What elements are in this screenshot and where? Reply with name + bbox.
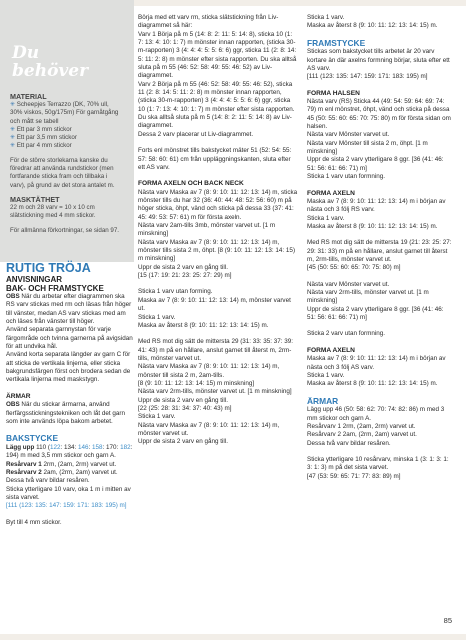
instruction-line: Maska av återst 8 (9: 10: 11: 12: 13: 14: 15) m. <box>307 223 438 231</box>
gauge-text: 22 m och 28 varv = 10 x 10 cm slätstickning med 4 mm stickor. <box>10 203 96 220</box>
column-1 <box>6 262 134 527</box>
instruction-line: Sticka 1 varv. <box>307 372 345 379</box>
material-heading: MATERIAL <box>10 92 47 101</box>
row-2-instructions: Varv 2 Börja på m 55 (46: 52: 58: 49: 55: 46: 52), sticka 11 (2: 8: 14: 5: 11: 2: 8) m mönster innan rapporten, (sticka 30-m-rapporten) 3 (4: 4: 4: 5: 5: 6: 6) ggr, sticka 10 (1: 7: 13: 4: 10: 1: 7) m mönster efter sista rapporten. Du ska alltså sluta på m 5 (14: 8: 2: 11: 5: 14: 8) av Liv-diagrammet. <box>138 80 295 130</box>
material-list <box>10 101 120 151</box>
neck-shaping-heading: FORMA HALSEN <box>307 89 360 97</box>
continue-paragraph: Forts enl mönstret tills bakstycket mäter 51 (52: 54: 55: 57: 58: 60: 61) cm från uppläggningskanten, sluta efter ett AS varv. <box>138 147 292 171</box>
page-number: 85 <box>443 616 452 625</box>
instruction-line: Nästa varv 2am-tills 3mb, mönster varvet ut. [1 m minskning] <box>138 222 276 238</box>
row-1-instructions: Varv 1 Börja på m 5 (14: 8: 2: 11: 5: 14: 8), sticka 10 (1: 7: 13: 4: 10: 1: 7) m mönster innan rapporten, (sticka 30-m-rapporten) 3 (4: 4: 4: 5: 5: 6: 6) ggr, sticka 11 (2: 8: 14: 5: 11: 2: 8) m mönster efter sista rapporten. Du ska alltså sluta på m 55 (46: 52: 58: 49: 55: 46: 52) av Liv-diagrammet. <box>138 30 297 80</box>
instruction-line: Nästa varv Maska av 7 (8: 9: 10: 11: 12: 13: 14) m, sticka mönster tills du har 32 (36: 40: 44: 48: 52: 56: 60) m på höger sticka, öhpt, vänd och sticka på dessa 33 (37: 41: 45: 49: 53: 57: 61) m för första axeln. <box>138 188 298 221</box>
instruction-line: Nästa varv Maska av 7 (8: 9: 10: 11: 12: 13: 14) m, mönster varvet ut. <box>138 421 280 437</box>
material-item: ✳ Ett par 4 mm stickor <box>10 142 120 150</box>
instruction-line: Nästa varv Maska av 7 (8: 9: 10: 11: 12: 13: 14) m, mönster tills sista 2 m, öhpt. [8 (9: 10: 11: 12: 13: 14: 15) m minskning] <box>138 238 296 263</box>
text-run: : 170: <box>102 443 121 451</box>
instruction-line: Resårvarv 2 2am, (2rm, 2am) varvet ut. <box>307 431 417 439</box>
instruction-line: Sticka 1 varv. <box>307 14 345 21</box>
column-3 <box>307 14 453 481</box>
sleeves-heading: ÄRMAR <box>6 392 31 400</box>
sleeves-obs-text: När du stickar ärmarna, använd flerfärgsstickningstekniken och låt det garn som inte används löpa bakom arbetet. <box>6 401 126 425</box>
instruction-line: Uppr de sista 2 varv en gång till. <box>138 396 228 404</box>
rib-stitch-count: [111 (123: 135: 147: 159: 171: 183: 195) m] <box>6 502 127 510</box>
instruction-line: Uppr de sista 2 varv ytterligare 8 ggr. [36 (41: 46: 51: 56: 61: 66: 71) m] <box>307 305 444 322</box>
column-2 <box>138 14 298 447</box>
needle-switch: Byt till 4 mm stickor. <box>6 518 62 526</box>
size-value: 122 <box>49 443 61 451</box>
sleeves-heading-2: ÄRMAR <box>307 395 339 406</box>
instruction-line: Sticka 1 varv utan forming. <box>138 288 213 296</box>
rib-row-2 <box>6 469 134 477</box>
instructions-heading: ANVISNINGAR <box>6 275 63 284</box>
rib-more: Sticka ytterligare 10 varv, oka 1 m i mitten av sista varvet. <box>6 485 131 501</box>
front-piece-heading: FRAMSTYCKE <box>307 37 366 48</box>
instruction-line: Maska av 7 (8: 9: 10: 11: 12: 13: 14) m i början av nästa och 3 följ AS varv. <box>307 355 446 371</box>
back-piece-heading: BAKSTYCKE <box>6 433 59 444</box>
instruction-line: Sticka 2 varv utan formning. <box>307 330 386 338</box>
shoulder-back-neck-heading: FORMA AXELN OCH BACK NECK <box>138 180 244 188</box>
obs-label: OBS <box>6 293 20 300</box>
instruction-line: Maska av återst 8 (9: 10: 11: 12: 13: 14: 15) m. <box>138 321 269 329</box>
circular-needles-note: För de större storlekarna kanske du föredrar att använda rundstickor (men fortfarande sticka fram och tillbaka i varv), på grund av det stora antalet m. <box>10 156 115 189</box>
instruction-line: [22 (25: 28: 31: 34: 37: 40: 43) m] <box>138 404 232 412</box>
materials-sidebar <box>0 0 134 262</box>
rib-repeat: Dessa två varv bildar resåren. <box>6 477 90 485</box>
yarn-paragraph: Använd separata garnnystan för varje färgområde och tvinna garnerna på avigsidan för att undvika hål. <box>6 326 133 351</box>
instruction-line: Sticka ytterligare 10 resårvarv, minska 1 (3: 1: 3: 1: 3: 1: 3) m på det sista varvet. <box>307 455 449 472</box>
instruction-line: Nästa varv 2rm-tills, mönster varvet ut. [1 m minskning] <box>307 289 429 305</box>
instruction-line: Sticka 1 varv. <box>138 313 176 321</box>
instruction-line: Maska av återst 8 (9: 10: 11: 12: 13: 14: 15) m. <box>307 380 438 388</box>
instruction-line: Nästa varv Maska av 7 (8: 9: 10: 11: 12: 13: 14) m, mönster till sista 2 m, 2am-tills. <box>138 363 280 379</box>
material-item: ✳ Ett par 3,5 mm stickor <box>10 134 120 142</box>
shoulder-heading: FORMA AXELN <box>307 189 355 197</box>
gauge-heading: MASKTÄTHET <box>10 194 60 204</box>
abbreviations-note: För allmänna förkortningar, se sidan 97. <box>10 226 120 234</box>
materials-box <box>5 32 124 262</box>
instruction-line: Maska av 7 (8: 9: 10: 11: 12: 13: 14) m, mönster varvet ut. <box>138 296 291 313</box>
page-bottom-edge <box>0 634 466 640</box>
obs-paragraph <box>6 293 134 326</box>
instruction-line: [45 (50: 55: 60: 65: 70: 75: 80) m] <box>307 264 401 272</box>
shoulder-heading-2: FORMA AXELN <box>307 346 355 354</box>
cast-on-label: Lägg upp <box>6 443 35 451</box>
back-front-heading: BAK- OCH FRAMSTYCKE <box>6 284 104 293</box>
sleeves-obs <box>6 401 134 426</box>
center-stitches-paragraph: Med RS mot dig sätt de mittersta 29 (31: 33: 35: 37: 39: 41: 43) m på en hållare, anslut garnet till återst m, 2rm-tills, mönster varvet ut. <box>138 338 294 362</box>
instruction-line: Sticka 1 varv. <box>307 214 345 222</box>
rows-placement: Dessa 2 varv placerar ut Liv-diagrammet. <box>138 130 254 138</box>
rib-row-2-text: 2am, (2rm, 2am) varvet ut. <box>41 468 118 476</box>
pattern-title: RUTIG TRÖJA <box>6 261 91 275</box>
instruction-line: Nästa varv (RS) Sticka 44 (49: 54: 59: 64: 69: 74: 79) m enl mönstret, öhpt, vänd och sticka på dessa 45 (50: 55: 60: 65: 70: 75: 80) m för första sidan om halsen. <box>307 98 451 131</box>
size-value: 182 <box>120 443 131 451</box>
instruction-line: Uppr de sista 2 varv ytterligare 8 ggr. [36 (41: 46: 51: 56: 61: 66: 71) m] <box>307 156 444 172</box>
instruction-line: Maska av återst 8 (9: 10: 11: 12: 13: 14: 15) m. <box>307 22 438 30</box>
instruction-line: Resårvarv 1 2rm, (2am, 2rm) varvet ut. <box>307 422 416 430</box>
instruction-line: Nästa varv Mönster varvet ut. <box>307 131 390 139</box>
text-run: : 194) m med 3,5 mm stickor och garn A. <box>6 443 133 460</box>
instruction-line: Nästa varv 2rm-tills, mönster varvet ut. [1 m minskning] <box>138 388 292 396</box>
rib-row-1 <box>6 461 134 469</box>
instruction-line: Sticka 1 varv. <box>138 413 176 421</box>
size-value: 146 <box>78 443 89 451</box>
text-run: : 134: <box>60 443 79 451</box>
chart-intro: Börja med ett varv rm, sticka slätstickning från Liv-diagrammet så här: <box>138 14 279 30</box>
instruction-line: Sticka 1 varv utan formning. <box>307 173 386 181</box>
instruction-line: Nästa varv Mönster varvet ut. <box>307 280 390 288</box>
instruction-line: Uppr de sista 2 varv en gång till. <box>138 263 228 271</box>
rib-row-1-text: 2rm, (2am, 2rm) varvet ut. <box>41 460 117 468</box>
instruction-line: Maska av 7 (8: 9: 10: 11: 12: 13: 14) m i början av nästa och 3 följ RS varv. <box>307 198 446 214</box>
sidebar-title: Du behöver <box>12 43 89 81</box>
instruction-line: [47 (53: 59: 65: 71: 77: 83: 89) m] <box>307 472 401 480</box>
rib-row-2-label: Resårvarv 2 <box>6 468 42 476</box>
front-stitch-count: [111 (123: 135: 147: 159: 171: 183: 195) m] <box>307 73 428 81</box>
instruction-line: Uppr de sista 2 varv en gång till. <box>138 438 228 446</box>
instruction-line: Med RS mot dig sätt de mittersta 19 (21: 23: 25: 27: 29: 31: 33) m på en hållare, anslut garnet till återst m, 2rm-tills, mönster varvet ut. <box>307 239 452 264</box>
obs-text: När du arbetar efter diagrammen ska RS varv stickas med rm och läsas från höger till vänster, medan AS varv stickas med am och läses från vänster till höger. <box>6 293 132 326</box>
instruction-line: Nästa varv Mönster till sista 2 m, öhpt. [1 m minskning] <box>307 139 428 156</box>
cast-on-line <box>6 444 134 461</box>
size-value: 158 <box>92 443 103 451</box>
sleeves-obs-label: OBS <box>6 401 20 409</box>
material-item: ✳ Scheepjes Terrazzo (DK, 70% ull, 30% viskos, 50g/175m) För garnåtgång och mått se tabell <box>10 101 120 126</box>
text-run: : <box>88 443 93 451</box>
front-piece-text: Stickas som bakstycket tills arbetet är 20 varv kortare än där axelns formning börjar, sluta efter ett AS varv. <box>307 48 450 72</box>
text-run: 110 ( <box>34 443 50 451</box>
rib-row-1-label: Resårvarv 1 <box>6 460 42 468</box>
material-item: ✳ Ett par 3 mm stickor <box>10 126 120 134</box>
instruction-line: Dessa två varv bildar resåren. <box>307 439 391 447</box>
instruction-line: [15 (17: 19: 21: 23: 25: 27: 29) m] <box>138 272 232 280</box>
instruction-line: [8 (9: 10: 11: 12: 13: 14: 15) m minskning] <box>138 379 255 387</box>
instruction-line: Lägg upp 46 (50: 58: 62: 70: 74: 82: 86) m med 3 mm stickor och garn A. <box>307 406 445 422</box>
vertical-lines-paragraph: Använd korta separata längder av garn C för att sticka de vertikala linjerna, eller sticka bakgrundsfärgen först och brodera sedan de vertikala linjerna med maskstygn. <box>6 351 131 384</box>
